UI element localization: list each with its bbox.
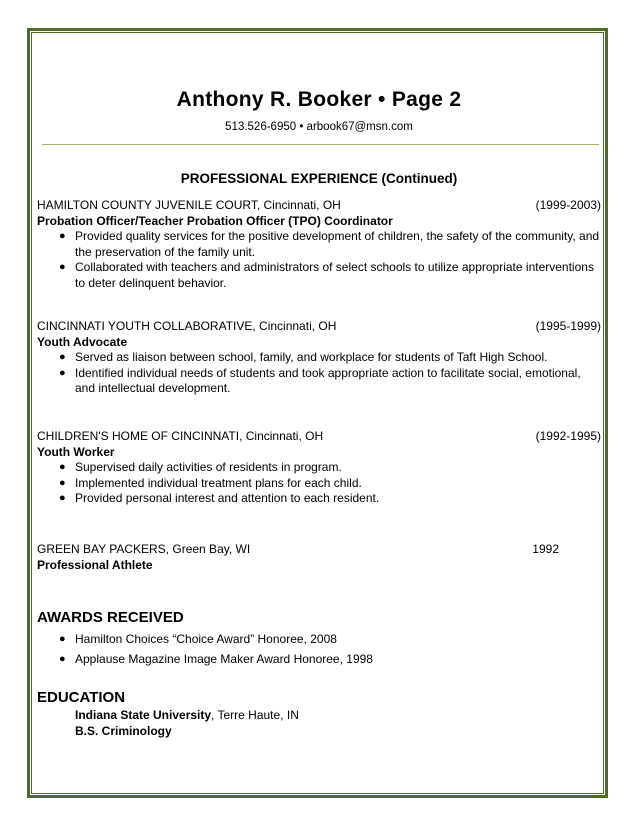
job-bullets (37, 350, 601, 397)
job-role: Youth Advocate (37, 335, 128, 349)
degree: B.S. Criminology (75, 724, 172, 738)
list-item: ● Identified individual needs of students and took appropriate action to facilitate social, emotional, and intellectual development. (59, 365, 581, 395)
bullet-icon: ● (59, 653, 66, 665)
job-role: Professional Athlete (37, 558, 153, 572)
job-dates: (1999-2003) (535, 198, 601, 212)
list-item: ● Applause Magazine Image Maker Award Honoree, 1998 (37, 649, 601, 669)
bullet-icon: ● (59, 492, 66, 504)
list-item: ● Implemented individual treatment plans for each child. (59, 475, 362, 490)
job-role: Youth Worker (37, 445, 115, 459)
job-employer: HAMILTON COUNTY JUVENILE COURT, Cincinnati, OH (37, 198, 341, 212)
page-title: Anthony R. Booker • Page 2 (176, 88, 462, 111)
experience-heading: PROFESSIONAL EXPERIENCE (Continued) (180, 171, 458, 186)
education-heading: EDUCATION (37, 689, 126, 706)
job-role: Probation Officer/Teacher Probation Officer (TPO) Coordinator (37, 214, 393, 228)
job-entry (37, 428, 601, 507)
bullet-icon: ● (59, 633, 66, 645)
job-dates: 1992 (532, 542, 559, 556)
list-item: ● Supervised daily activities of residents in program. (59, 460, 342, 474)
contact-line: 513.526-6950 • arbook67@msn.com (225, 121, 413, 133)
school-location: , Terre Haute, IN (211, 708, 299, 722)
bullet-icon: ● (59, 461, 66, 473)
job-entry (37, 318, 601, 397)
school-name: Indiana State University (75, 708, 212, 722)
bullet-icon: ● (59, 351, 66, 363)
bullet-icon: ● (59, 476, 66, 489)
job-bullets (37, 460, 601, 507)
job-dates: (1992-1995) (535, 429, 601, 443)
job-employer: CHILDREN'S HOME OF CINCINNATI, Cincinnati, OH (37, 429, 324, 443)
bullet-icon: ● (59, 261, 66, 273)
job-dates: (1995-1999) (535, 319, 601, 333)
list-item: ● Collaborated with teachers and administrators of select schools to utilize appropriate interventions to deter delinquent behavior. (59, 260, 594, 290)
list-item: ● Provided quality services for the positive development of children, the safety of the community, and the preservation of the family unit. (59, 229, 600, 259)
list-item: ● Provided personal interest and attention to each resident. (59, 491, 380, 505)
awards-list (37, 629, 601, 669)
job-entry (37, 197, 601, 291)
header-divider (42, 144, 599, 145)
list-item: ● Hamilton Choices “Choice Award” Honoree, 2008 (37, 629, 601, 649)
education-entry (75, 707, 299, 739)
job-employer: CINCINNATI YOUTH COLLABORATIVE, Cincinnati, OH (37, 319, 337, 333)
awards-heading: AWARDS RECEIVED (37, 609, 184, 626)
bullet-icon: ● (59, 230, 66, 242)
job-employer: GREEN BAY PACKERS, Green Bay, WI (37, 542, 251, 556)
page-border-inner (31, 32, 604, 794)
bullet-icon: ● (59, 366, 66, 379)
list-item: ● Served as liaison between school, family, and workplace for students of Taft High School. (59, 350, 548, 364)
job-bullets (37, 229, 601, 291)
job-entry (37, 541, 601, 573)
